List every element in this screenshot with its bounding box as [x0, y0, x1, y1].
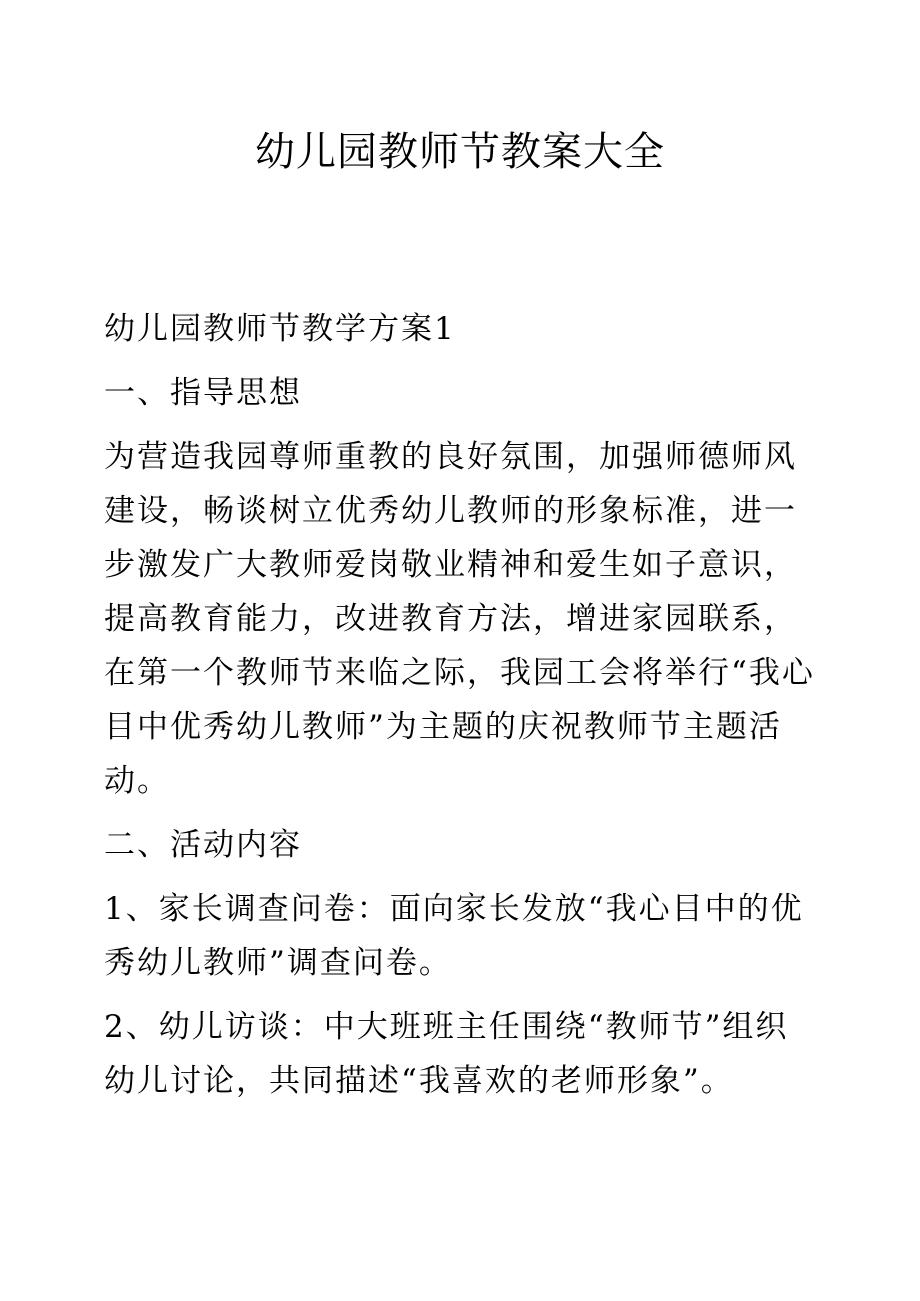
- guiding-ideology-paragraph: 为营造我园尊师重教的良好氛围，加强师德师风建设，畅谈树立优秀幼儿教师的形象标准，进一步激发广大教师爱岗敬业精神和爱生如子意识，提高教育能力，改进教育方法，增进家园联系，在第一个教师节来临之际，我园工会将举行“我心目中优秀幼儿教师”为主题的庆祝教师节主题活动。: [104, 439, 815, 799]
- section-heading-activity-content: 二、活动内容: [104, 827, 302, 863]
- document-body: [104, 302, 820, 1118]
- document-title: 幼儿园教师节教案大全: [255, 129, 665, 175]
- section-heading-guiding-ideology: 一、指导思想: [104, 375, 302, 411]
- plan-heading: 幼儿园教师节教学方案1: [104, 311, 456, 347]
- activity-item-child-interview: 2、幼儿访谈：中大班班主任围绕“教师节”组织幼儿讨论，共同描述“我喜欢的老师形象”。: [104, 1009, 789, 1099]
- activity-item-parent-survey: 1、家长调查问卷：面向家长发放“我心目中的优秀幼儿教师”调查问卷。: [104, 891, 804, 981]
